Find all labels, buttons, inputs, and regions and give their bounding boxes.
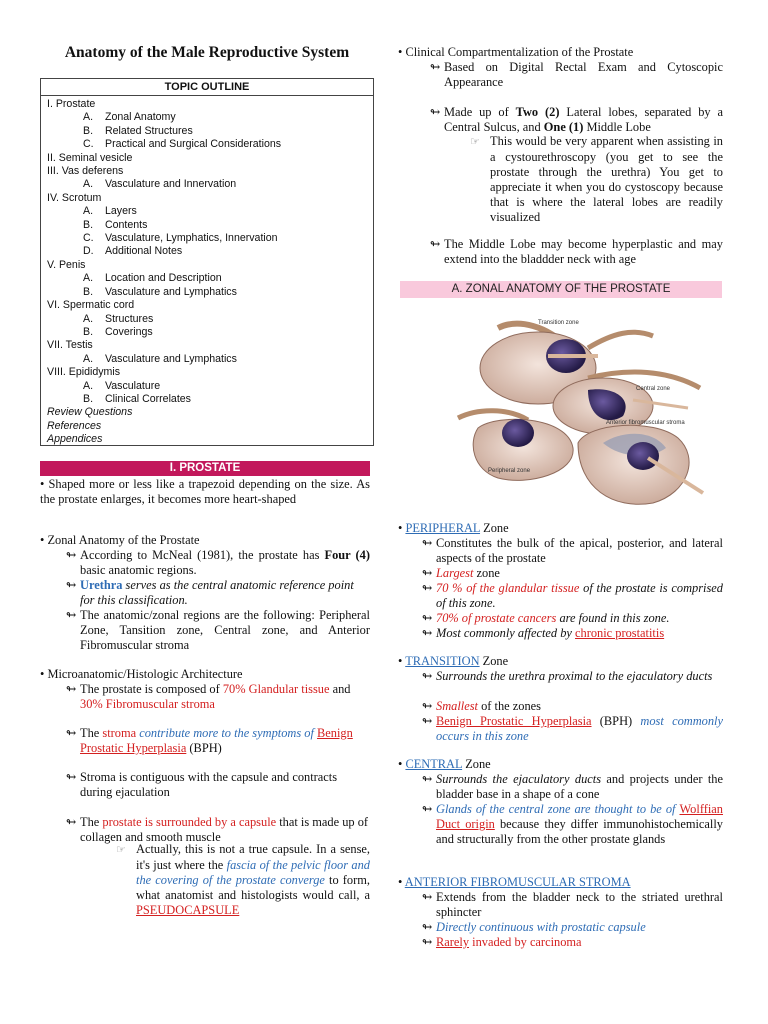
- pointing-hand-icon: ☞: [470, 136, 480, 148]
- outline-extra-item: References: [47, 419, 102, 432]
- outline-extra-item: Appendices: [47, 433, 103, 446]
- topic-outline-heading: TOPIC OUTLINE: [41, 79, 373, 96]
- bullet-anterior-fibromuscular-stroma: • ANTERIOR FIBROMUSCULAR STROMA: [398, 875, 631, 889]
- stroma-point: ↬ The stroma contribute more to the symptoms of Benign Prostatic Hyperplasia (BPH): [66, 726, 353, 755]
- capsule-point: ↬ The prostate is surrounded by a capsule that is made up of collagen and smooth muscle: [66, 815, 369, 844]
- topic-outline-box: [40, 78, 374, 446]
- curved-arrow-icon: ↬: [422, 581, 433, 595]
- curved-arrow-icon: ↬: [66, 726, 77, 740]
- outline-subitem-letter: B.: [83, 325, 94, 338]
- outline-item: VIII. Epididymis: [47, 366, 121, 379]
- outline-item: IV. Scrotum: [47, 191, 102, 204]
- section-bar-zonal-anatomy: A. ZONAL ANATOMY OF THE PROSTATE: [400, 281, 722, 298]
- outline-subitem: [47, 205, 373, 218]
- curved-arrow-icon: ↬: [66, 608, 77, 622]
- outline-subitem: [47, 326, 373, 339]
- curved-arrow-icon: ↬: [422, 890, 433, 904]
- central-line-1: ↬ Surrounds the ejaculatory ducts and projects under the bladder base in a shape of a cone: [422, 772, 723, 801]
- curved-arrow-icon: ↬: [422, 772, 433, 786]
- peripheral-line-1: ↬ Constitutes the bulk of the apical, posterior, and lateral aspects of the prostate: [422, 536, 723, 565]
- composition-point: ↬ The prostate is composed of 70% Glandular tissue and 30% Fibromuscular stroma: [66, 682, 351, 711]
- anterior-stroma-specimen: [578, 420, 703, 504]
- outline-subitem-label: Related Structures: [105, 124, 193, 137]
- central-line-2: ↬ Glands of the central zone are thought to be of Wolffian Duct origin because they differ immunohistochemically and structurally from the other prostate glands: [422, 802, 723, 846]
- peripheral-line-4: ↬ 70% of prostate cancers are found in this zone.: [422, 611, 670, 625]
- section-bar-prostate: I. PROSTATE: [40, 461, 370, 476]
- middle-lobe-point: ↬ The Middle Lobe may become hyperplastic and may extend into the bladdder neck with age: [430, 237, 723, 266]
- bullet-central-zone: • CENTRAL Zone: [398, 757, 491, 771]
- outline-subitem-letter: A.: [83, 379, 94, 392]
- outline-subitem-label: Zonal Anatomy: [105, 111, 176, 124]
- outline-subitem-letter: C.: [83, 232, 94, 245]
- outline-subitem-label: Practical and Surgical Considerations: [105, 138, 282, 151]
- outline-subitem-letter: A.: [83, 312, 94, 325]
- outline-subitem-label: Clinical Correlates: [105, 392, 191, 405]
- outline-subitem: [47, 286, 373, 299]
- outline-extra-item: Review Questions: [47, 406, 133, 419]
- curved-arrow-icon: ↬: [66, 578, 77, 592]
- curved-arrow-icon: ↬: [422, 626, 433, 640]
- outline-subitem-letter: A.: [83, 272, 94, 285]
- outline-subitem-label: Vasculature, Lymphatics, Innervation: [105, 232, 278, 245]
- transition-line-3: ↬ Benign Prostatic Hyperplasia (BPH) most commonly occurs in this zone: [422, 714, 723, 743]
- outline-subitem: [47, 219, 373, 232]
- curved-arrow-icon: ↬: [430, 60, 441, 74]
- outline-item: I. Prostate: [47, 98, 96, 110]
- curved-arrow-icon: ↬: [66, 770, 77, 784]
- label-peripheral-zone: Peripheral zone: [488, 468, 531, 474]
- bullet-dot: •: [40, 477, 49, 491]
- cystoscopy-note: ☞ This would be very apparent when assisting in a cystourethroscopy (you get to see the prostate through the urethra) You get to appreciate it when you do cystoscopy because that is where the lateral lobes are readily visualized: [470, 134, 723, 224]
- regions-point: ↬ The anatomic/zonal regions are the following: Peripheral Zone, Tansition zone, Central zone, and Anterior Fibromuscular stroma: [66, 608, 370, 652]
- outline-subitem: [47, 313, 373, 326]
- outline-subitem-label: Coverings: [105, 325, 153, 338]
- bullet-transition-zone: • TRANSITION Zone: [398, 654, 509, 668]
- label-central-zone: Central zone: [636, 386, 671, 392]
- outline-subitem: [47, 272, 373, 285]
- curved-arrow-icon: ↬: [66, 548, 77, 562]
- peripheral-line-3: ↬ 70 % of the glandular tissue of the prostate is comprised of this zone.: [422, 581, 723, 610]
- curved-arrow-icon: ↬: [422, 802, 433, 816]
- outline-subitem-label: Vasculature: [105, 379, 161, 392]
- urethra-point: ↬ Urethra serves as the central anatomic reference point for this classification.: [66, 578, 354, 607]
- outline-subitem-letter: A.: [83, 352, 94, 365]
- curved-arrow-icon: ↬: [430, 105, 441, 119]
- curved-arrow-icon: ↬: [422, 935, 433, 949]
- outline-subitem-label: Vasculature and Lymphatics: [105, 285, 237, 298]
- document-title: Anatomy of the Male Reproductive System: [64, 44, 350, 61]
- outline-subitem: [47, 380, 373, 393]
- curved-arrow-icon: ↬: [66, 682, 77, 696]
- outline-subitem-label: Vasculature and Innervation: [105, 178, 237, 191]
- outline-item: V. Penis: [47, 258, 86, 271]
- curved-arrow-icon: ↬: [66, 815, 77, 829]
- bullet-clinical-compartments: • Clinical Compartmentalization of the Prostate: [398, 45, 634, 59]
- transition-line-1: ↬ Surrounds the urethra proximal to the ejaculatory ducts: [422, 669, 713, 683]
- bullet-shape: • Shaped more or less like a trapezoid depending on the size. As the prostate enlarges, it becomes more heart-shaped: [40, 477, 370, 506]
- outline-subitem: [47, 125, 373, 138]
- bullet-micro-architecture: • Microanatomic/Histologic Architecture: [40, 667, 243, 681]
- afs-line-2: ↬ Directly continuous with prostatic capsule: [422, 920, 646, 934]
- curved-arrow-icon: ↬: [422, 536, 433, 550]
- outline-subitem: [47, 138, 373, 151]
- curved-arrow-icon: ↬: [422, 669, 433, 683]
- afs-line-3: ↬ Rarely invaded by carcinoma: [422, 935, 582, 949]
- outline-subitem-letter: A.: [83, 178, 94, 191]
- outline-item: VI. Spermatic cord: [47, 299, 135, 312]
- topic-outline-list: [41, 96, 373, 447]
- bullet-zonal-anatomy: • Zonal Anatomy of the Prostate: [40, 533, 200, 547]
- outline-subitem-letter: B.: [83, 124, 94, 137]
- label-anterior-stroma: Anterior fibromuscular stroma: [606, 420, 685, 426]
- outline-subitem-letter: B.: [83, 285, 94, 298]
- outline-subitem: [47, 111, 373, 124]
- curved-arrow-icon: ↬: [422, 714, 433, 728]
- outline-subitem-label: Additional Notes: [105, 245, 183, 258]
- peripheral-zone-specimen: [458, 411, 573, 481]
- outline-item: III. Vas deferens: [47, 165, 124, 178]
- bullet-peripheral-zone: • PERIPHERAL Zone: [398, 521, 509, 535]
- outline-subitem-letter: C.: [83, 138, 94, 151]
- outline-subitem-label: Vasculature and Lymphatics: [105, 352, 237, 365]
- outline-item: II. Seminal vesicle: [47, 151, 133, 164]
- lobes-point: ↬ Made up of Two (2) Lateral lobes, separated by a Central Sulcus, and One (1) Middle Lobe: [430, 105, 723, 134]
- curved-arrow-icon: ↬: [422, 920, 433, 934]
- outline-subitem-letter: A.: [83, 111, 94, 124]
- pseudocapsule-note: ☞ Actually, this is not a true capsule. In a sense, it's just where the fascia of the pelvic floor and the covering of the prostate converge to form, what anatomist and histologists would call, a PSEUDOCAPSULE: [116, 842, 371, 917]
- outline-subitem: [47, 232, 373, 245]
- outline-subitem: [47, 245, 373, 258]
- mcneal-point: ↬ According to McNeal (1981), the prostate has Four (4) basic anatomic regions.: [66, 548, 370, 577]
- peripheral-line-5: ↬ Most commonly affected by chronic prostatitis: [422, 626, 665, 640]
- outline-subitem-label: Structures: [105, 312, 154, 325]
- outline-item: VII. Testis: [47, 339, 93, 352]
- zonal-anatomy-figure: [438, 308, 714, 514]
- afs-line-1: ↬ Extends from the bladder neck to the striated urethral sphincter: [422, 890, 723, 919]
- outline-subitem-letter: A.: [83, 205, 94, 218]
- outline-subitem: [47, 353, 373, 366]
- clinical-basis-point: ↬ Based on Digital Rectal Exam and Cytoscopic Appearance: [430, 60, 723, 89]
- curved-arrow-icon: ↬: [422, 699, 433, 713]
- outline-subitem-letter: D.: [83, 245, 94, 258]
- transition-line-2: ↬ Smallest of the zones: [422, 699, 541, 713]
- pointing-hand-icon: ☞: [116, 844, 126, 856]
- outline-subitem: [47, 393, 373, 406]
- outline-subitem-label: Contents: [105, 218, 148, 231]
- contiguous-point: ↬ Stroma is contiguous with the capsule and contracts during ejaculation: [66, 770, 338, 799]
- outline-subitem-letter: B.: [83, 218, 94, 231]
- curved-arrow-icon: ↬: [422, 611, 433, 625]
- outline-subitem-label: Layers: [105, 205, 137, 218]
- curved-arrow-icon: ↬: [422, 566, 433, 580]
- outline-subitem: [47, 178, 373, 191]
- outline-subitem-label: Location and Description: [105, 272, 222, 285]
- outline-subitem-letter: B.: [83, 392, 94, 405]
- peripheral-line-2: ↬ Largest zone: [422, 566, 500, 580]
- label-transition-zone: Transition zone: [538, 320, 579, 326]
- curved-arrow-icon: ↬: [430, 237, 441, 251]
